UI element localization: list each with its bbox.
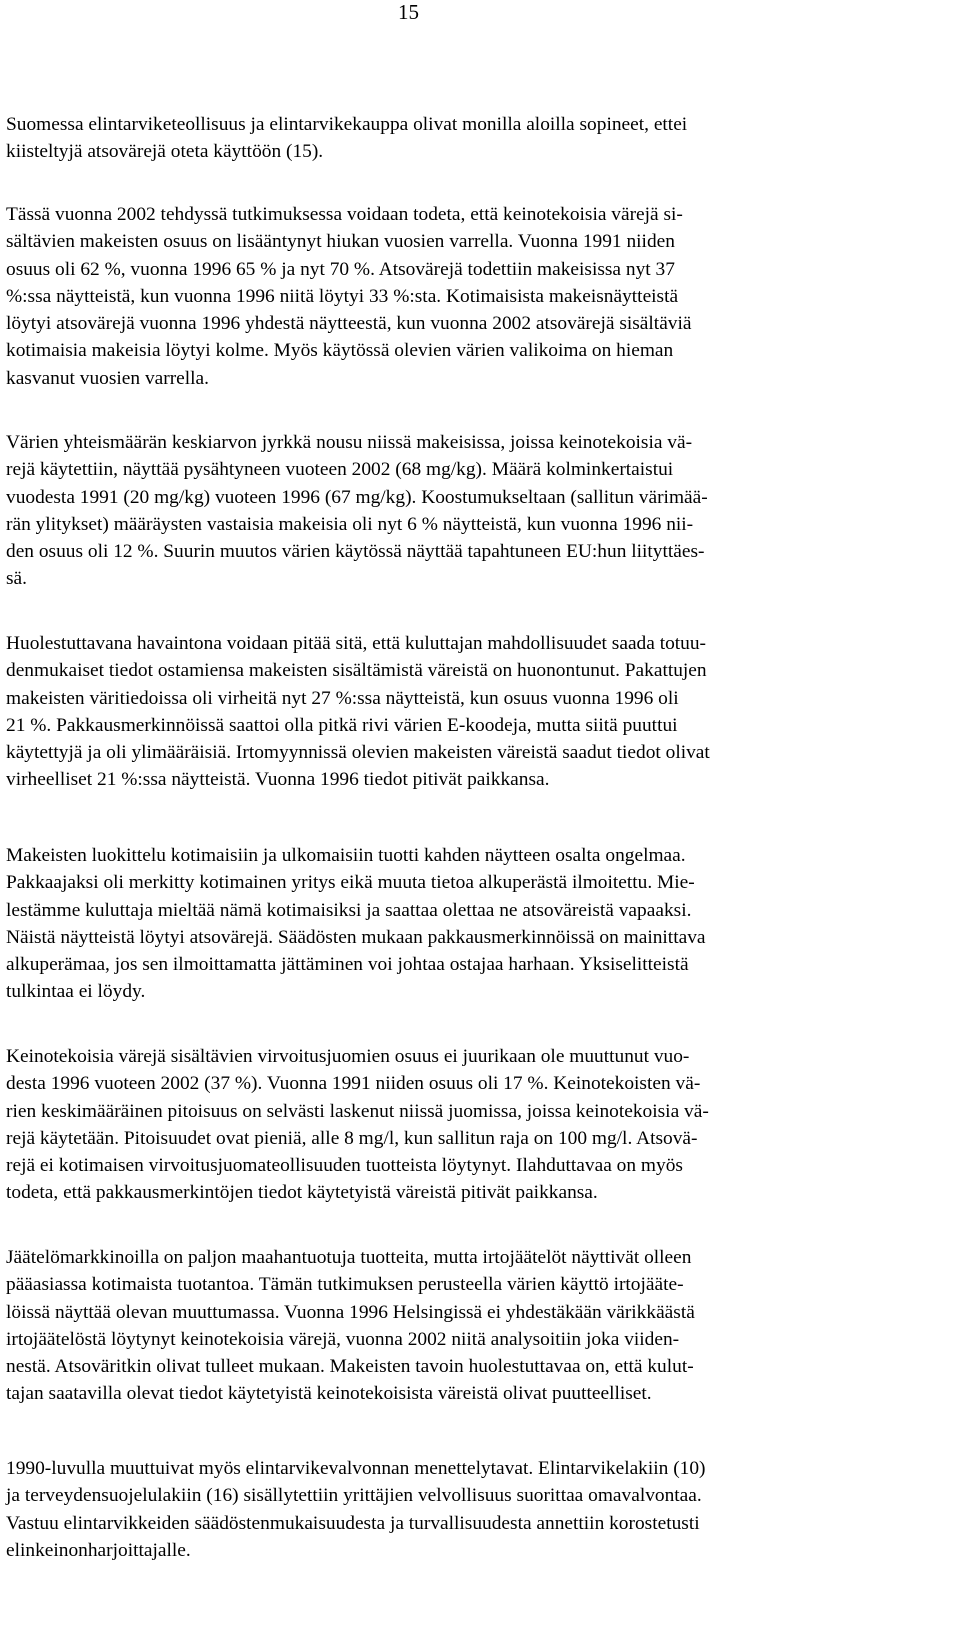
paragraph-1: Suomessa elintarviketeollisuus ja elintarvikekauppa olivat monilla aloilla sopineet, ettei kiisteltyjä atsovärejä oteta käyttöön (15). [6, 114, 688, 163]
paragraph-5: Makeisten luokittelu kotimaisiin ja ulkomaisiin tuotti kahden näytteen osalta ongelmaa. Pakkaajaksi oli merkitty kotimainen yritys eikä muuta tietoa alkuperästä ilmoitettu. Mie- lestämme kuluttaja mieltää nämä kotimaisiksi ja saattaa olettaa ne atsoväreistä vapaaksi. Näistä näytteistä löytyi atsovärejä. Säädösten mukaan pakkausmerkinnöissä on mainittava alkuperämaa, jos sen ilmoittamatta jättäminen voi johtaa ostajaa harhaan. Yksiselitteistä tulkintaa ei löydy. [6, 845, 706, 1003]
page-number: 15 [398, 0, 419, 24]
paragraph-7: Jäätelömarkkinoilla on paljon maahantuotuja tuotteita, mutta irtojäätelöt näyttivät olleen pääasiassa kotimaista tuotantoa. Tämän tutkimuksen perusteella värien käyttö irtojääte- löissä näyttää olevan muuttumassa. Vuonna 1996 Helsingissä ei yhdestäkään värikkäästä irtojäätelöstä löytynyt keinotekoisia värejä, vuonna 2002 niitä analysoitiin joka viiden- nestä. Atsoväritkin olivat tulleet mukaan. Makeisten tavoin huolestuttavaa on, että kulut- tajan saatavilla olevat tiedot käytetyistä keinotekoisista väreistä olivat puutteelliset. [6, 1247, 695, 1405]
paragraph-2: Tässä vuonna 2002 tehdyssä tutkimuksessa voidaan todeta, että keinotekoisia värejä si- sältävien makeisten osuus on lisääntynyt hiukan vuosien varrella. Vuonna 1991 niiden osuus oli 62 %, vuonna 1996 65 % ja nyt 70 %. Atsovärejä todettiin makeisissa nyt 37 %:ssa näytteistä, kun vuonna 1996 niitä löytyi 33 %:sta. Kotimaisista makeisnäytteistä löytyi atsovärejä vuonna 1996 yhdestä näytteestä, kun vuonna 2002 atsovärejä sisältäviä kotimaisia makeisia löytyi kolme. Myös käytössä olevien värien valikoima on hieman kasvanut vuosien varrella. [6, 204, 692, 389]
paragraph-4: Huolestuttavana havaintona voidaan pitää sitä, että kuluttajan mahdollisuudet saada totuu- denmukaiset tiedot ostamiensa makeisten sisältämistä väreistä on huonontunut. Pakattujen makeisten väritiedoissa oli virheitä nyt 27 %:ssa näytteistä, kun osuus vuonna 1996 oli 21 %. Pakkausmerkinnöissä saattoi olla pitkä rivi värien E-koodeja, mutta siitä puuttui käytettyjä ja oli ylimääräisiä. Irtomyynnissä olevien makeisten väreistä saadut tiedot olivat virheelliset 21 %:ssa näytteistä. Vuonna 1996 tiedot pitivät paikkansa. [6, 633, 710, 791]
paragraph-8: 1990-luvulla muuttuivat myös elintarvikevalvonnan menettelytavat. Elintarvikelakiin (10) ja terveydensuojelulakiin (16) sisällytettiin yrittäjien velvollisuus suorittaa omavalvontaa. Vastuu elintarvikkeiden säädöstenmukaisuudesta ja turvallisuudesta annettiin korostetusti elinkeinonharjoittajalle. [6, 1458, 706, 1561]
paragraph-6: Keinotekoisia värejä sisältävien virvoitusjuomien osuus ei juurikaan ole muuttunut vuo- desta 1996 vuoteen 2002 (37 %). Vuonna 1991 niiden osuus oli 17 %. Keinotekoisten vä- rien keskimääräinen pitoisuus on selvästi laskenut niissä juomissa, joissa keinotekoisia vä- rejä käytetään. Pitoisuudet ovat pieniä, alle 8 mg/l, kun sallitun raja on 100 mg/l. Atsovä- rejä ei kotimaisen virvoitusjuomateollisuuden tuotteista löytynyt. Ilahduttavaa on myös todeta, että pakkausmerkintöjen tiedot käytetyistä väreistä pitivät paikkansa. [6, 1046, 709, 1204]
paragraph-3: Värien yhteismäärän keskiarvon jyrkkä nousu niissä makeisissa, joissa keinotekoisia vä- rejä käytettiin, näyttää pysähtyneen vuoteen 2002 (68 mg/kg). Määrä kolminkertaistui vuodesta 1991 (20 mg/kg) vuoteen 1996 (67 mg/kg). Koostumukseltaan (sallitun värimää- rän ylitykset) määräysten vastaisia makeisia oli nyt 6 % näytteistä, kun vuonna 1996 nii- den osuus oli 12 %. Suurin muutos värien käytössä näyttää tapahtuneen EU:hun liityttäes- sä. [6, 432, 708, 590]
